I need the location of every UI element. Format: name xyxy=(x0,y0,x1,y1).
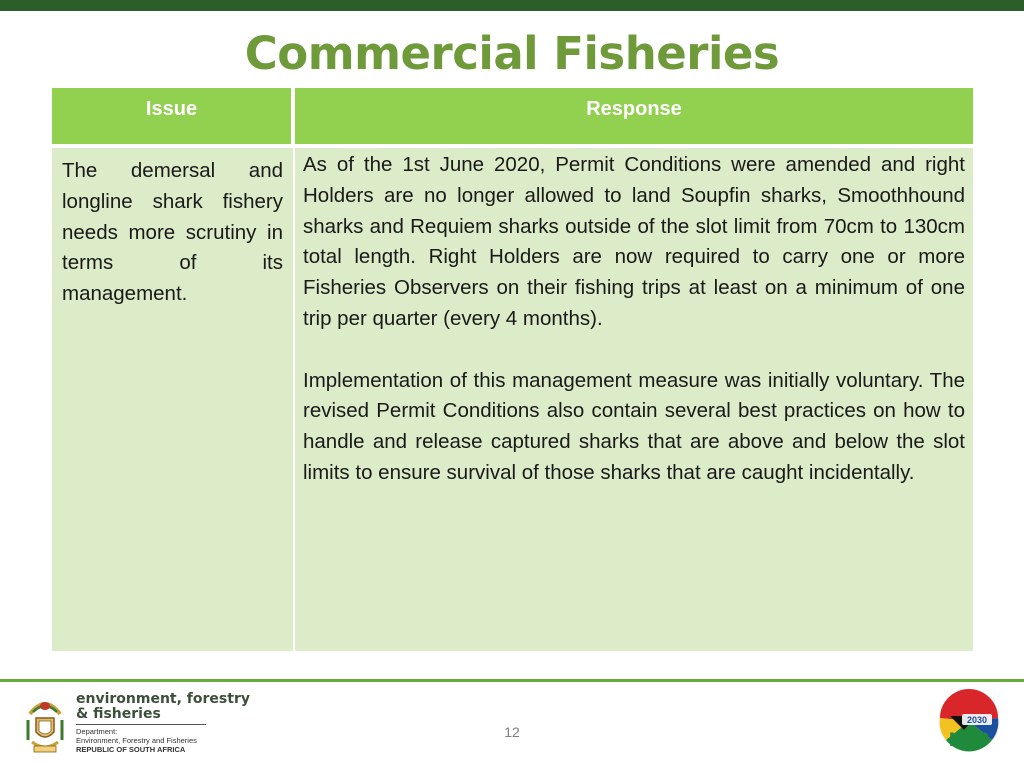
issue-cell xyxy=(52,146,293,651)
dept-rule xyxy=(76,724,206,725)
coat-of-arms-icon xyxy=(22,692,68,756)
department-logo xyxy=(22,690,250,760)
top-accent-bar xyxy=(0,0,1024,11)
dept-sub-line3: REPUBLIC OF SOUTH AFRICA xyxy=(76,745,186,754)
dept-sub-line2: Environment, Forestry and Fisheries xyxy=(76,736,197,745)
department-name xyxy=(76,692,250,722)
response-paragraph-2: Implementation of this management measure was initially voluntary. The revised Permit Conditions also contain several best practices on how to handle and release captured sharks that are above and below the slot limits to ensure survival of those sharks that are caught incidentally. xyxy=(303,368,965,484)
issue-text: The demersal and longline shark fishery needs more scrutiny in terms of its management. xyxy=(62,159,283,306)
footer-divider xyxy=(0,679,1024,682)
dept-name-line2: & fisheries xyxy=(76,706,161,722)
slide-title: Commercial Fisheries xyxy=(244,27,780,80)
dept-sub-line1: Department: xyxy=(76,727,118,736)
issue-response-table xyxy=(52,88,973,651)
ndp-text: NDP xyxy=(948,730,990,751)
response-paragraph-1: As of the 1st June 2020, Permit Conditions were amended and right Holders are no longer allowed to land Soupfin sharks, Smoothhound sharks and Requiem sharks outside of the slot limit from 70cm to 130cm total length. Right Holders are now required to carry one or more Fisheries Observers on their fishing trips at least on a minimum of one trip per quarter (every 4 months). xyxy=(303,153,965,330)
page-number: 12 xyxy=(504,724,520,740)
dept-name-line1: environment, forestry xyxy=(76,691,250,707)
ndp-2030-logo-icon xyxy=(936,688,1002,754)
ndp-year: 2030 xyxy=(966,715,988,725)
department-subtext xyxy=(76,727,197,754)
header-response: Response xyxy=(295,88,973,144)
header-issue: Issue xyxy=(52,88,293,144)
response-cell xyxy=(295,146,973,651)
